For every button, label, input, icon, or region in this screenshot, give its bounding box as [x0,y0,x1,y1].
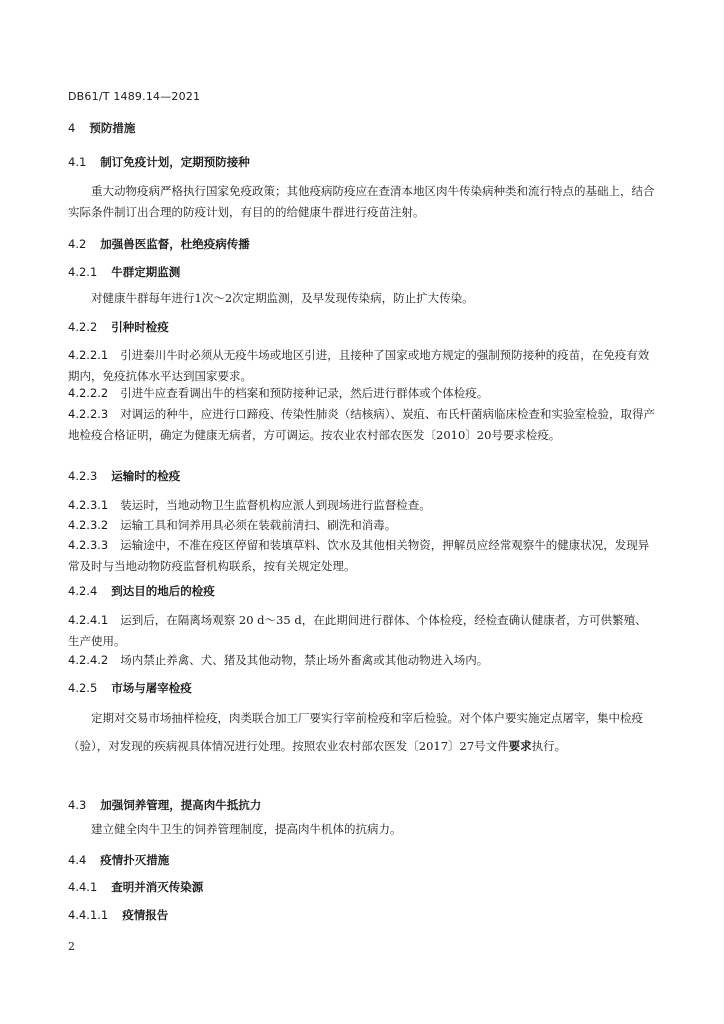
standard-code-header: DB61/T 1489.14—2021 [68,90,201,103]
section-number: 4.2.2 [68,320,98,334]
section-title: 运输时的检疫 [111,469,181,483]
section-number: 4.4.1.1 [68,908,109,922]
section-4-2-5-heading [68,678,658,699]
clause-number: 4.2.4.1 [68,613,109,627]
section-4-1-paragraph: 重大动物疫病严格执行国家免疫政策；其他疫病防疫应在查清本地区肉牛传染病种类和流行特点的基础上，结合实际条件制订出合理的防疫计划，有目的的给健康牛群进行疫苗注射。 [68,184,655,219]
paragraph-text: 定期对交易市场抽样检疫，肉类联合加工厂要实行宰前检疫和宰后检验。对个体户要实施定点屠宰，集中检疫（验），对发现的疾病视具体情况进行处理。按照农业农村部农医发〔2017〕27号文件 [68,711,643,753]
clause-number: 4.2.2.2 [68,386,109,400]
clause-text: 运输工具和饲养用具必须在装载前清扫、刷洗和消毒。 [120,518,397,532]
section-4-4-1-1-heading [68,905,658,926]
section-title: 到达目的地后的检疫 [111,584,215,598]
section-4-2-5-paragraph [68,704,658,760]
clause-text: 运到后，在隔离场观察 20 d～35 d，在此期间进行群体、个体检疫，经检查确认健康者，方可供繁殖、生产使用。 [68,613,647,648]
section-title: 引种时检疫 [111,320,169,334]
paragraph-text-end: 执行。 [531,739,567,753]
section-title: 疫情扑灭措施 [100,853,170,867]
section-title: 加强饲养管理，提高肉牛抵抗力 [100,798,262,812]
clause-4-2-2-1 [68,345,658,387]
section-number: 4.2.4 [68,584,98,598]
page-number: 2 [68,940,75,953]
clause-text: 引进秦川牛时必须从无疫牛场或地区引进，且接种了国家或地方规定的强制预防接种的疫苗，在免疫有效期内，免疫抗体水平达到国家要求。 [68,348,650,383]
section-title: 牛群定期监测 [111,265,181,279]
section-title: 疫情报告 [122,908,169,922]
clause-4-2-2-2 [68,383,658,404]
clause-number: 4.2.3.3 [68,538,109,552]
section-4-2-2-heading [68,317,658,338]
clause-text: 场内禁止养禽、犬、猪及其他动物，禁止场外畜禽或其他动物进入场内。 [120,653,489,667]
section-number: 4.4 [68,853,87,867]
section-number: 4.2.1 [68,265,98,279]
section-number: 4.2.5 [68,681,98,695]
section-number: 4.2 [68,237,87,251]
section-4-4-heading [68,850,658,871]
section-number: 4 [68,121,76,135]
section-title: 加强兽医监督，杜绝疫病传播 [100,237,250,251]
clause-text: 对调运的种牛，应进行口蹄疫、传染性肺炎（结核病）、炭疽、布氏杆菌病临床检查和实验室检验，取得产地检疫合格证明，确定为健康无病者，方可调运。按农业农村部农医发〔2010〕20号要求检疫。 [68,407,655,442]
section-4-3-heading [68,795,658,816]
clause-4-2-3-3 [68,535,658,577]
clause-number: 4.2.3.2 [68,518,109,532]
clause-4-2-4-1 [68,610,658,652]
section-4-4-1-heading [68,877,658,898]
section-title: 制订免疫计划，定期预防接种 [100,155,250,169]
section-4-2-1-paragraph: 对健康牛群每年进行1次～2次定期监测，及早发现传染病，防止扩大传染。 [91,291,474,305]
clause-text: 装运时，当地动物卫生监督机构应派人到现场进行监督检查。 [120,498,431,512]
section-number: 4.1 [68,155,87,169]
section-title: 查明并消灭传染源 [111,880,204,894]
section-4-2-3-heading [68,466,658,487]
clause-text: 引进牛应查看调出牛的档案和预防接种记录，然后进行群体或个体检疫。 [120,386,489,400]
section-number: 4.3 [68,798,87,812]
clause-4-2-2-3 [68,404,658,446]
clause-4-2-3-2 [68,515,658,536]
paragraph-emphasis: 要求 [508,739,532,753]
section-number: 4.2.3 [68,469,98,483]
clause-number: 4.2.4.2 [68,653,109,667]
clause-4-2-3-1 [68,495,658,516]
section-4-3-paragraph: 建立健全肉牛卫生的饲养管理制度，提高肉牛机体的抗病力。 [91,822,402,836]
section-4-2-1-heading [68,262,658,283]
section-4-2-4-heading [68,581,658,602]
clause-4-2-4-2 [68,650,658,671]
clause-number: 4.2.2.1 [68,348,109,362]
clause-number: 4.2.2.3 [68,407,109,421]
section-4-1-heading [68,152,658,173]
clause-number: 4.2.3.1 [68,498,109,512]
section-title: 预防措施 [89,121,136,135]
section-title: 市场与屠宰检疫 [111,681,192,695]
section-4-heading [68,118,658,139]
clause-text: 运输途中，不准在疫区停留和装填草料、饮水及其他相关物资，押解员应经常观察牛的健康状况，发现异常及时与当地动物防疫监督机构联系，按有关规定处理。 [68,538,650,573]
section-number: 4.4.1 [68,880,98,894]
section-4-2-heading [68,234,658,255]
